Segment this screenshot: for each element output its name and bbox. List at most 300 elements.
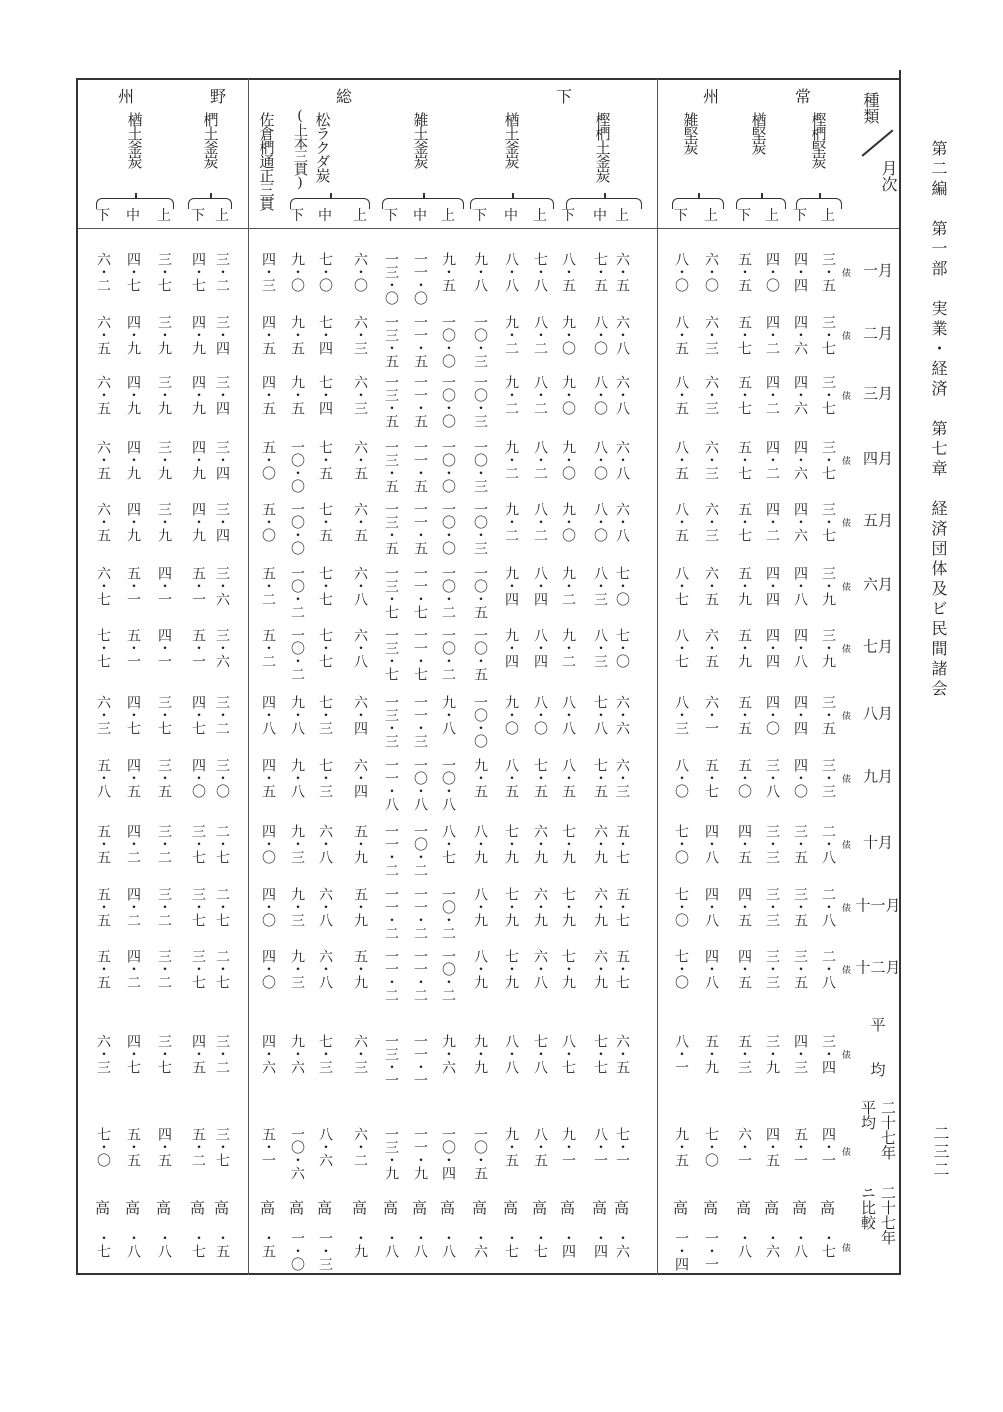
region-shimousa-a: 下 [556, 87, 573, 106]
table-cell: 七・九 [503, 824, 519, 863]
grade-label: 上 [533, 208, 547, 224]
table-cell: 四・八 [703, 824, 719, 863]
table-cell: 四・五 [736, 949, 752, 988]
product-header-note: (上本三貫) [292, 108, 308, 190]
table-cell: 三・五 [792, 824, 808, 863]
table-cell: 四・六 [792, 375, 808, 414]
compare-word: 高 [592, 1199, 608, 1217]
table-cell: 六・八 [614, 502, 630, 541]
product-header: 雑堅炭 [681, 112, 700, 154]
table-cell: 四・二 [764, 502, 780, 541]
compare-word: 高 [95, 1199, 111, 1217]
table-cell: 六・三 [352, 315, 368, 354]
grade-label: 下 [561, 208, 575, 224]
compare-word: 高 [503, 1199, 519, 1217]
table-cell-avg27: 九・五 [673, 1127, 689, 1166]
table-cell: 一〇・三 [472, 502, 488, 554]
table-cell: 七・七 [317, 628, 333, 667]
table-cell-compare: ・五 [214, 1231, 230, 1257]
table-cell: 一一・三 [412, 695, 428, 747]
table-cell-compare: ・八 [412, 1231, 428, 1257]
table-cell: 一一・二 [383, 824, 399, 876]
table-cell: 四・二 [764, 375, 780, 414]
table-cell: 四・九 [125, 315, 141, 354]
table-cell: 一〇・五 [472, 628, 488, 680]
table-cell: 四・〇 [260, 949, 276, 988]
table-cell: 四・二 [764, 440, 780, 479]
product-header: 雑土釜炭 [411, 112, 430, 168]
table-cell: 八・九 [472, 887, 488, 926]
table-cell: 三・四 [820, 1034, 836, 1073]
table-cell: 八・二 [532, 502, 548, 541]
table-cell-compare: ・八 [383, 1231, 399, 1257]
table-cell: 三・四 [214, 502, 230, 541]
table-cell: 五・三 [736, 1034, 752, 1073]
month-label: 九月 [862, 767, 894, 786]
table-cell: 四・五 [190, 1034, 206, 1073]
table-cell: 五・九 [352, 824, 368, 863]
table-cell: 八・四 [532, 566, 548, 605]
table-cell: 四・八 [792, 628, 808, 667]
table-cell: 一〇・三 [472, 375, 488, 427]
table-cell: 四・九 [190, 315, 206, 354]
table-cell: 七・九 [560, 887, 576, 926]
table-cell: 一〇・二 [440, 949, 456, 1001]
table-cell: 四・〇 [764, 695, 780, 734]
table-cell: 三・九 [820, 566, 836, 605]
grade-label: 下 [290, 208, 304, 224]
table-cell: 五・五 [95, 887, 111, 926]
table-cell: 八・三 [592, 566, 608, 605]
table-cell-avg27: 七・〇 [95, 1127, 111, 1166]
table-left-rule [76, 78, 78, 1275]
table-cell: 九・八 [472, 252, 488, 291]
compare-word: 高 [736, 1199, 752, 1217]
table-cell: 一〇・三 [472, 440, 488, 492]
month-label: 八月 [862, 704, 894, 723]
table-cell: 一一・二 [383, 887, 399, 939]
compare-word: 高 [472, 1199, 488, 1217]
grade-label: 下 [96, 208, 110, 224]
table-cell: 四・六 [260, 1034, 276, 1073]
table-cell: 六・五 [95, 440, 111, 479]
table-cell: 六・二 [95, 252, 111, 291]
table-cell: 七・四 [317, 375, 333, 414]
table-cell: 七・四 [317, 315, 333, 354]
table-cell: 五・五 [95, 824, 111, 863]
table-cell-avg27: 五・二 [190, 1127, 206, 1166]
region-shimousa-b: 総 [336, 87, 353, 106]
table-cell: 六・五 [703, 566, 719, 605]
table-cell-avg27: 五・一 [792, 1127, 808, 1166]
table-cell: 四・五 [736, 887, 752, 926]
table-cell: 一〇・八 [440, 758, 456, 810]
table-cell: 七・三 [317, 695, 333, 734]
table-cell: 三・七 [820, 440, 836, 479]
month-label: 一月 [862, 261, 894, 280]
table-cell: 八・五 [673, 375, 689, 414]
table-cell-avg27: 七・〇 [703, 1127, 719, 1166]
table-cell: 八・五 [560, 252, 576, 291]
table-cell: 六・八 [317, 824, 333, 863]
grade-label: 中 [126, 208, 140, 224]
table-cell-avg27: 四・五 [156, 1127, 172, 1166]
region-divider-joshu [657, 78, 658, 1275]
table-cell: 三・七 [820, 375, 836, 414]
avg27-label: 二十七年 [879, 1100, 897, 1160]
table-cell: 三・七 [156, 252, 172, 291]
table-cell: 六・三 [352, 1034, 368, 1073]
table-cell: 九・四 [503, 566, 519, 605]
table-cell: 四・五 [736, 824, 752, 863]
table-cell: 九・〇 [560, 440, 576, 479]
table-cell: 六・九 [532, 887, 548, 926]
table-cell: 四・〇 [260, 887, 276, 926]
grade-label: 中 [593, 208, 607, 224]
table-cell: 八・三 [592, 628, 608, 667]
table-cell: 八・〇 [532, 695, 548, 734]
table-cell: 六・六 [614, 695, 630, 734]
table-cell-avg27: 五・五 [125, 1127, 141, 1166]
compare-word: 高 [125, 1199, 141, 1217]
table-cell: 二・七 [214, 824, 230, 863]
table-cell: 一三・七 [383, 566, 399, 618]
table-cell: 六・八 [352, 566, 368, 605]
table-cell: 六・八 [352, 628, 368, 667]
table-cell: 三・七 [190, 949, 206, 988]
month-label: 十一月 [855, 896, 901, 915]
month-label: 十月 [862, 833, 894, 852]
table-cell: 五・一 [190, 566, 206, 605]
table-cell: 八・二 [532, 440, 548, 479]
table-cell: 四・七 [190, 695, 206, 734]
table-cell-compare: ・八 [440, 1231, 456, 1257]
table-cell: 四・九 [190, 502, 206, 541]
table-cell: 一一・五 [412, 502, 428, 554]
table-cell: 五・九 [703, 1034, 719, 1073]
table-bottom-rule [76, 1273, 901, 1275]
table-cell: 四・〇 [190, 758, 206, 797]
table-cell: 四・〇 [764, 252, 780, 291]
table-cell: 六・九 [592, 887, 608, 926]
product-header: 椚土釜炭 [201, 112, 220, 168]
table-cell: 六・九 [532, 824, 548, 863]
table-cell: 九・二 [503, 502, 519, 541]
compare-word: 高 [560, 1199, 576, 1217]
table-cell: 三・五 [792, 949, 808, 988]
table-cell-compare: 一・四 [673, 1231, 689, 1270]
table-cell: 一一・五 [412, 440, 428, 492]
grade-label: 上 [765, 208, 779, 224]
table-cell-compare: ・五 [260, 1231, 276, 1257]
table-cell: 七・九 [503, 887, 519, 926]
table-cell: 六・五 [614, 1034, 630, 1073]
unit-note: 俵 [842, 712, 852, 722]
month-label: 平均 [868, 1017, 887, 1107]
table-cell-compare: ・八 [156, 1231, 172, 1257]
table-cell: 六・〇 [352, 252, 368, 291]
grade-label: 中 [504, 208, 518, 224]
table-cell: 八・七 [440, 824, 456, 863]
table-cell: 三・四 [214, 315, 230, 354]
table-cell-avg27: 一〇・六 [289, 1127, 305, 1179]
table-cell: 四・一 [156, 628, 172, 667]
table-cell-compare: ・四 [592, 1231, 608, 1257]
compare-label: ニ比較 [859, 1185, 877, 1230]
table-cell: 四・二 [125, 887, 141, 926]
table-cell: 一一・七 [412, 628, 428, 680]
table-cell: 一三・〇 [383, 252, 399, 304]
table-cell: 三・六 [214, 566, 230, 605]
unit-note: 俵 [842, 583, 852, 593]
compare-word: 高 [614, 1199, 630, 1217]
compare-word: 高 [440, 1199, 456, 1217]
grade-label: 上 [704, 208, 718, 224]
table-cell: 五・〇 [736, 758, 752, 797]
table-cell: 六・三 [703, 440, 719, 479]
compare-word: 高 [156, 1199, 172, 1217]
grade-label: 上 [615, 208, 629, 224]
table-cell: 一三・三 [383, 695, 399, 747]
table-cell-compare: 一・〇 [289, 1231, 305, 1270]
table-cell: 三・九 [820, 628, 836, 667]
table-cell: 三・九 [156, 440, 172, 479]
table-cell: 七・九 [560, 824, 576, 863]
table-cell: 六・一 [703, 695, 719, 734]
table-cell: 一〇・八 [412, 758, 428, 810]
table-cell: 八・八 [503, 1034, 519, 1073]
table-cell-avg27: 七・一 [614, 1127, 630, 1166]
table-cell: 三・七 [156, 1034, 172, 1073]
table-cell: 一三・一 [383, 1034, 399, 1086]
table-cell: 四・一 [156, 566, 172, 605]
unit-note: 俵 [842, 645, 852, 655]
grade-label: 上 [821, 208, 835, 224]
table-cell: 五・七 [736, 502, 752, 541]
grade-label: 下 [384, 208, 398, 224]
table-cell-compare: ・七 [95, 1231, 111, 1257]
table-cell: 八・〇 [592, 502, 608, 541]
region-joshu-b: 州 [703, 87, 720, 106]
table-cell: 三・九 [764, 1034, 780, 1073]
table-cell: 四・八 [703, 887, 719, 926]
table-cell-avg27: 六・一 [736, 1127, 752, 1166]
table-cell: 七・八 [532, 1034, 548, 1073]
table-cell: 六・八 [614, 440, 630, 479]
table-cell-compare: ・七 [190, 1231, 206, 1257]
table-cell-compare: ・八 [125, 1231, 141, 1257]
table-cell: 六・三 [95, 1034, 111, 1073]
header-rule [78, 228, 899, 229]
month-label: 十二月 [855, 958, 901, 977]
table-cell: 八・八 [503, 252, 519, 291]
compare-word: 高 [352, 1199, 368, 1217]
grade-label: 下 [191, 208, 205, 224]
table-cell: 三・八 [764, 758, 780, 797]
table-cell-compare: ・八 [792, 1231, 808, 1257]
table-cell: 五・二 [260, 566, 276, 605]
table-cell: 六・五 [703, 628, 719, 667]
table-cell: 六・八 [532, 949, 548, 988]
table-cell: 一一・二 [412, 887, 428, 939]
table-cell: 三・七 [820, 502, 836, 541]
table-cell: 四・四 [764, 628, 780, 667]
table-cell: 三・五 [820, 695, 836, 734]
table-cell: 九・八 [440, 695, 456, 734]
table-cell: 四・三 [792, 1034, 808, 1073]
product-header: 楢土釜炭 [125, 112, 144, 168]
table-cell: 五・七 [703, 758, 719, 797]
table-top-rule [76, 78, 901, 80]
table-cell: 八・二 [532, 315, 548, 354]
compare-word: 高 [792, 1199, 808, 1217]
month-label: 四月 [862, 449, 894, 468]
table-cell: 九・〇 [503, 695, 519, 734]
table-cell: 七・〇 [673, 949, 689, 988]
table-cell: 一〇・五 [472, 566, 488, 618]
table-cell: 一〇・二 [440, 887, 456, 939]
table-cell: 九・九 [472, 1034, 488, 1073]
table-cell: 八・〇 [673, 758, 689, 797]
table-cell: 五・九 [352, 949, 368, 988]
table-cell: 九・二 [503, 375, 519, 414]
table-cell: 四・九 [190, 440, 206, 479]
table-cell: 九・二 [503, 315, 519, 354]
table-cell: 四・二 [125, 949, 141, 988]
table-cell: 一〇・〇 [440, 375, 456, 427]
compare-word: 高 [820, 1199, 836, 1217]
table-cell: 六・九 [592, 949, 608, 988]
table-cell: 八・七 [673, 628, 689, 667]
table-cell: 二・八 [820, 824, 836, 863]
table-cell: 一三・五 [383, 315, 399, 367]
unit-note: 俵 [842, 775, 852, 785]
table-cell-avg27: 九・一 [560, 1127, 576, 1166]
region-joshu-a: 常 [795, 87, 812, 106]
unit-note: 俵 [842, 1244, 852, 1254]
compare-word: 高 [214, 1199, 230, 1217]
table-cell: 六・五 [95, 502, 111, 541]
table-cell: 三・三 [764, 887, 780, 926]
table-cell: 四・七 [125, 695, 141, 734]
table-cell: 三・三 [820, 758, 836, 797]
table-cell: 七・三 [317, 1034, 333, 1073]
unit-note: 俵 [842, 519, 852, 529]
table-cell: 九・〇 [560, 375, 576, 414]
table-cell: 四・七 [190, 252, 206, 291]
table-cell: 四・八 [703, 949, 719, 988]
product-header: 楢土釜炭 [502, 112, 521, 168]
avg27-label: 平均 [859, 1100, 877, 1130]
table-cell: 九・八 [289, 695, 305, 734]
table-cell: 六・九 [592, 824, 608, 863]
table-cell-compare: ・四 [560, 1231, 576, 1257]
table-cell: 四・九 [190, 375, 206, 414]
table-cell-compare: ・六 [614, 1231, 630, 1257]
table-cell-avg27: 一三・九 [383, 1127, 399, 1179]
table-cell: 六・八 [614, 375, 630, 414]
corner-month-label: 月次 [879, 160, 898, 192]
table-cell: 七・〇 [673, 887, 689, 926]
table-cell: 五・九 [352, 887, 368, 926]
grade-label: 下 [793, 208, 807, 224]
table-cell: 七・〇 [614, 628, 630, 667]
table-cell-avg27: 一一・九 [412, 1127, 428, 1179]
table-cell: 五・七 [614, 824, 630, 863]
table-cell: 五・九 [736, 566, 752, 605]
table-cell: 四・五 [260, 375, 276, 414]
table-cell: 四・七 [125, 252, 141, 291]
table-cell: 五・〇 [260, 502, 276, 541]
table-cell: 四・九 [125, 440, 141, 479]
table-cell: 七・三 [317, 758, 333, 797]
table-cell: 八・四 [532, 628, 548, 667]
table-cell: 五・五 [736, 252, 752, 291]
table-cell: 八・二 [532, 375, 548, 414]
grade-label: 下 [674, 208, 688, 224]
table-cell: 九・六 [440, 1034, 456, 1073]
table-cell: 七・〇 [317, 252, 333, 291]
grade-label: 下 [473, 208, 487, 224]
table-cell: 一〇・〇 [289, 440, 305, 492]
unit-note: 俵 [842, 332, 852, 342]
table-cell: 一一・二 [412, 949, 428, 1001]
table-cell: 六・四 [352, 695, 368, 734]
table-cell: 一〇・二 [440, 566, 456, 618]
table-cell: 六・四 [352, 758, 368, 797]
table-cell: 九・三 [289, 949, 305, 988]
unit-note: 俵 [842, 269, 852, 279]
table-cell: 一〇・二 [412, 824, 428, 876]
table-cell: 九・四 [503, 628, 519, 667]
table-cell-avg27: 九・五 [503, 1127, 519, 1166]
table-cell-compare: ・九 [352, 1231, 368, 1257]
table-cell-avg27: 四・一 [820, 1127, 836, 1166]
table-cell: 一〇・三 [472, 315, 488, 367]
table-cell: 五・八 [95, 758, 111, 797]
table-cell: 九・〇 [560, 502, 576, 541]
table-cell: 六・五 [95, 375, 111, 414]
table-cell: 六・五 [352, 440, 368, 479]
table-cell: 三・七 [190, 824, 206, 863]
table-cell: 一〇・〇 [440, 440, 456, 492]
table-cell: 一〇・〇 [472, 695, 488, 747]
table-cell: 五・七 [736, 375, 752, 414]
table-cell: 四・二 [764, 315, 780, 354]
table-cell: 八・三 [673, 695, 689, 734]
table-cell: 四・三 [260, 252, 276, 291]
table-cell: 八・〇 [592, 440, 608, 479]
table-cell: 三・二 [156, 824, 172, 863]
compare-word: 高 [764, 1199, 780, 1217]
grade-label: 中 [413, 208, 427, 224]
table-cell: 八・〇 [592, 315, 608, 354]
table-cell: 三・五 [820, 252, 836, 291]
table-cell: 四・〇 [260, 824, 276, 863]
table-cell: 一三・五 [383, 502, 399, 554]
table-cell: 五・一 [125, 566, 141, 605]
month-label: 五月 [862, 511, 894, 530]
table-cell: 四・九 [125, 375, 141, 414]
table-cell: 六・三 [703, 315, 719, 354]
table-cell: 八・九 [472, 824, 488, 863]
compare-word: 高 [412, 1199, 428, 1217]
table-cell: 五・五 [95, 949, 111, 988]
table-cell: 三・三 [764, 824, 780, 863]
table-cell: 九・〇 [560, 315, 576, 354]
table-cell: 一〇・二 [440, 628, 456, 680]
table-cell: 六・八 [614, 315, 630, 354]
